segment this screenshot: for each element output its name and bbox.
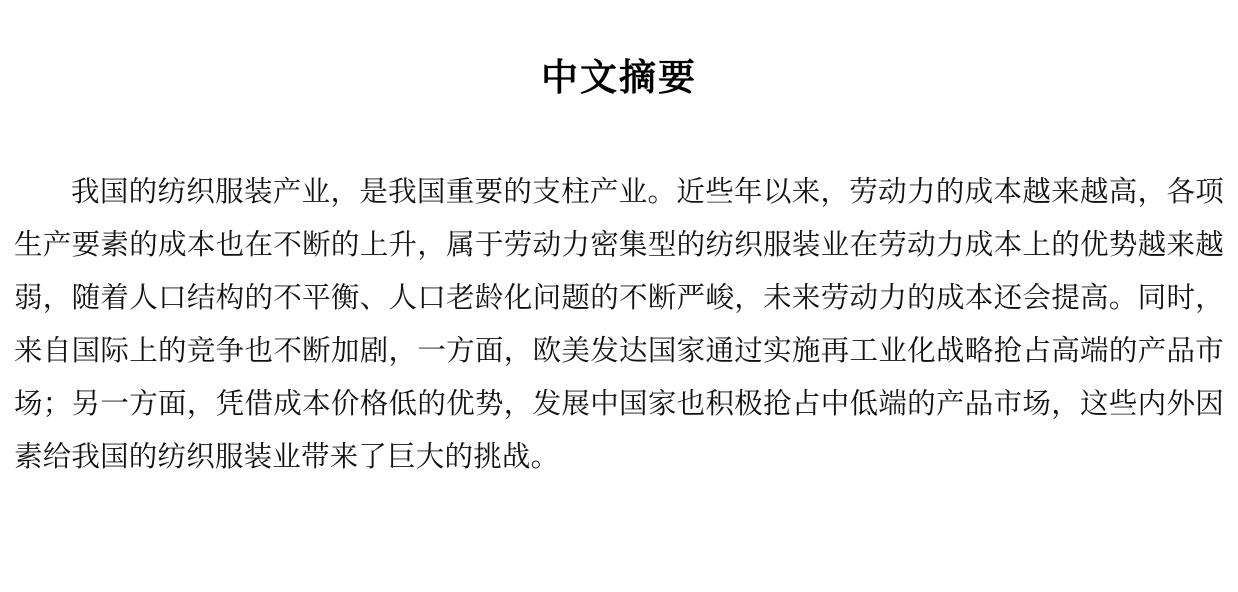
abstract-paragraph: 我国的纺织服装产业，是我国重要的支柱产业。近些年以来，劳动力的成本越来越高，各项生产要素的成本也在不断的上升，属于劳动力密集型的纺织服装业在劳动力成本上的优势越来越弱，随着人口结构的不平衡、人口老龄化问题的不断严峻，未来劳动力的成本还会提高。同时，来自国际上的竞争也不断加剧，一方面，欧美发达国家通过实施再工业化战略抢占高端的产品市场；另一方面，凭借成本价格低的优势，发展中国家也积极抢占中低端的产品市场，这些内外因素给我国的纺织服装业带来了巨大的挑战。: [14, 177, 1224, 474]
page-title: 中文摘要: [541, 56, 697, 99]
